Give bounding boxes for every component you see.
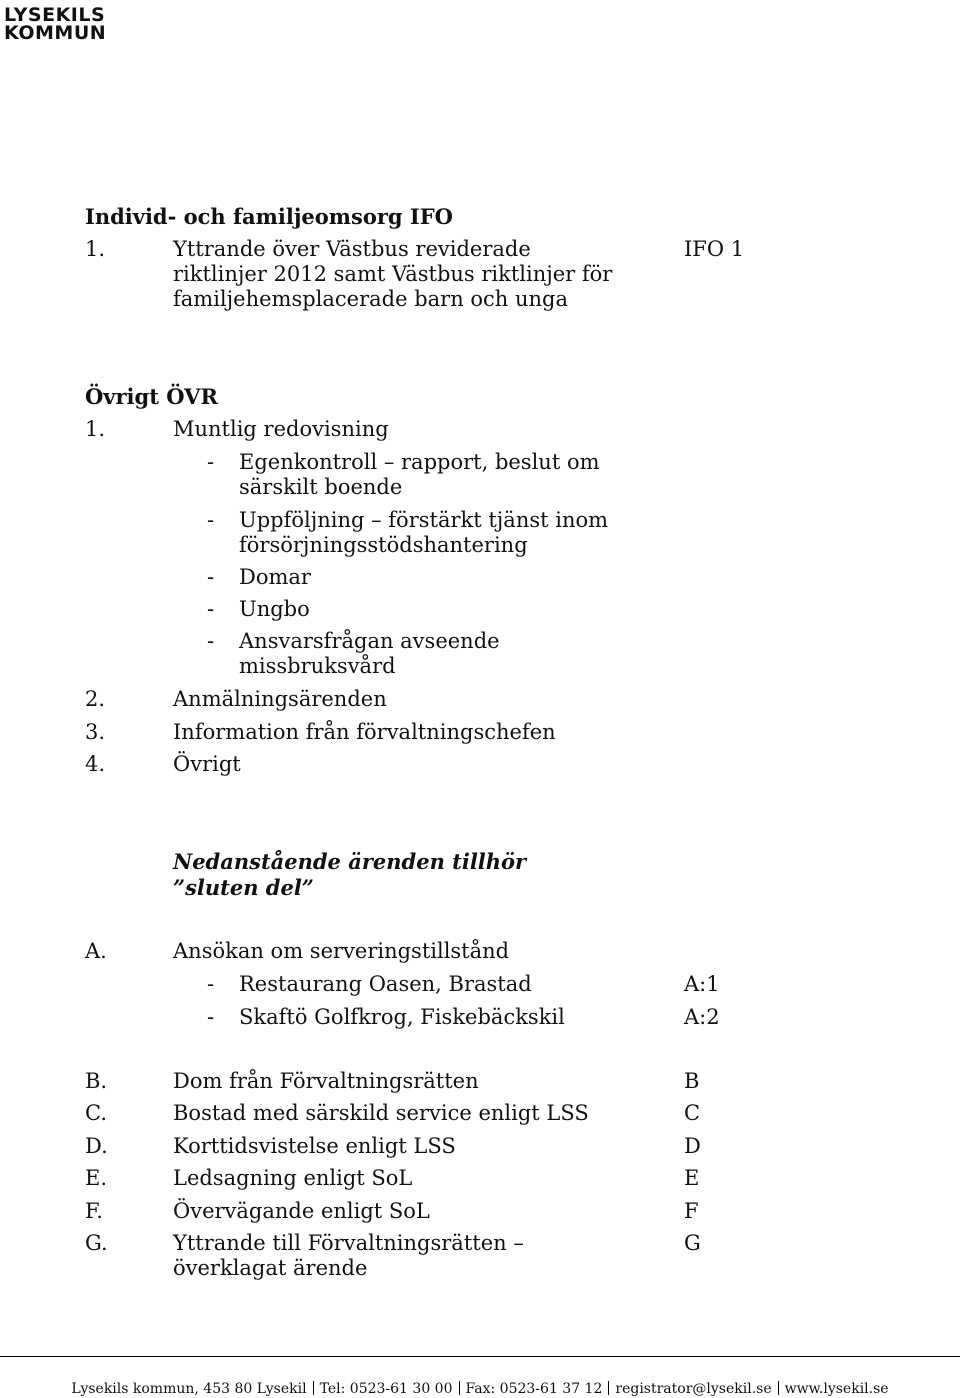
- ifo-item-1-line-3: familjehemsplacerade barn och unga: [173, 287, 569, 311]
- closed-item-a-label: Ansökan om serveringstillstånd: [173, 939, 510, 963]
- closed-subitem-a1-label: Restaurang Oasen, Brastad: [239, 972, 532, 996]
- ovr-item-1-number: 1.: [85, 417, 106, 441]
- ovr-subitem-3-line-1: Domar: [239, 565, 311, 589]
- closed-item-f-code: F: [684, 1199, 699, 1223]
- footer-web: www.lysekil.se: [784, 1381, 889, 1397]
- closed-item-f-label: Övervägande enligt SoL: [173, 1199, 430, 1223]
- closed-subitem-a1-dash: -: [207, 972, 215, 996]
- closed-item-a-letter: A.: [85, 939, 107, 963]
- ovr-subitem-5-line-2: missbruksvård: [239, 654, 396, 678]
- footer-separator: [313, 1381, 314, 1395]
- ovr-subitem-5-dash: -: [207, 629, 215, 653]
- footer-tel: Tel: 0523-61 30 00: [319, 1381, 453, 1397]
- ovr-subitem-1-line-2: särskilt boende: [239, 475, 403, 499]
- ovr-item-2-number: 2.: [85, 687, 106, 711]
- ovr-heading: Övrigt ÖVR: [85, 384, 218, 409]
- footer-fax: Fax: 0523-61 37 12: [465, 1381, 603, 1397]
- ovr-subitem-2-dash: -: [207, 508, 215, 532]
- ovr-subitem-1-line-1: Egenkontroll – rapport, beslut om: [239, 450, 600, 474]
- ovr-subitem-3-dash: -: [207, 565, 215, 589]
- closed-item-d-code: D: [684, 1134, 701, 1158]
- ifo-heading: Individ- och familjeomsorg IFO: [85, 204, 453, 229]
- ovr-item-3-label: Information från förvaltningschefen: [173, 720, 556, 744]
- ovr-item-3-number: 3.: [85, 720, 106, 744]
- logo-line-1: LYSEKILS: [4, 4, 106, 26]
- closed-item-b-label: Dom från Förvaltningsrätten: [173, 1069, 479, 1093]
- footer: [0, 1380, 960, 1398]
- closed-item-g-code: G: [684, 1231, 701, 1255]
- closed-item-c-label: Bostad med särskild service enligt LSS: [173, 1101, 589, 1125]
- ifo-item-1-line-2: riktlinjer 2012 samt Västbus riktlinjer för: [173, 262, 613, 286]
- closed-item-g-letter: G.: [85, 1231, 108, 1255]
- ovr-item-2-label: Anmälningsärenden: [173, 687, 387, 711]
- closed-subitem-a2-code: A:2: [684, 1005, 720, 1029]
- ovr-subitem-5-line-1: Ansvarsfrågan avseende: [239, 629, 500, 653]
- footer-divider: [0, 1356, 960, 1357]
- ovr-subitem-1-dash: -: [207, 450, 215, 474]
- lysekils-kommun-logo: [4, 6, 106, 42]
- closed-heading-line-1: Nedanstående ärenden tillhör: [173, 849, 527, 874]
- closed-subitem-a1-code: A:1: [684, 972, 720, 996]
- closed-item-b-letter: B.: [85, 1069, 108, 1093]
- closed-item-c-letter: C.: [85, 1101, 107, 1125]
- closed-item-g-label-line-2: överklagat ärende: [173, 1256, 368, 1280]
- closed-heading-line-2: ”sluten del”: [173, 875, 314, 900]
- ovr-item-1-label: Muntlig redovisning: [173, 417, 389, 441]
- footer-separator: [778, 1381, 779, 1395]
- closed-item-b-code: B: [684, 1069, 700, 1093]
- footer-address: Lysekils kommun, 453 80 Lysekil: [71, 1381, 307, 1397]
- ovr-subitem-2-line-2: försörjningsstödshantering: [239, 533, 528, 557]
- ovr-subitem-4-dash: -: [207, 597, 215, 621]
- ifo-item-1-number: 1.: [85, 237, 106, 261]
- ifo-item-1-code: IFO 1: [684, 237, 745, 261]
- footer-separator: [608, 1381, 609, 1395]
- closed-item-g-label: Yttrande till Förvaltningsrätten –: [173, 1231, 524, 1255]
- footer-separator: [459, 1381, 460, 1395]
- closed-item-d-letter: D.: [85, 1134, 108, 1158]
- closed-item-c-code: C: [684, 1101, 701, 1125]
- ovr-subitem-2-line-1: Uppföljning – förstärkt tjänst inom: [239, 508, 609, 532]
- closed-subitem-a2-dash: -: [207, 1005, 215, 1029]
- closed-item-e-label: Ledsagning enligt SoL: [173, 1166, 413, 1190]
- closed-item-e-code: E: [684, 1166, 700, 1190]
- ovr-item-4-number: 4.: [85, 752, 106, 776]
- ovr-subitem-4-line-1: Ungbo: [239, 597, 310, 621]
- logo-line-2: KOMMUN: [4, 22, 107, 44]
- closed-item-e-letter: E.: [85, 1166, 108, 1190]
- closed-item-f-letter: F.: [85, 1199, 103, 1223]
- footer-email: registrator@lysekil.se: [615, 1381, 772, 1397]
- closed-item-d-label: Korttidsvistelse enligt LSS: [173, 1134, 456, 1158]
- ifo-item-1-line-1: Yttrande över Västbus reviderade: [173, 237, 531, 261]
- ovr-item-4-label: Övrigt: [173, 752, 241, 776]
- closed-subitem-a2-label: Skaftö Golfkrog, Fiskebäckskil: [239, 1005, 565, 1029]
